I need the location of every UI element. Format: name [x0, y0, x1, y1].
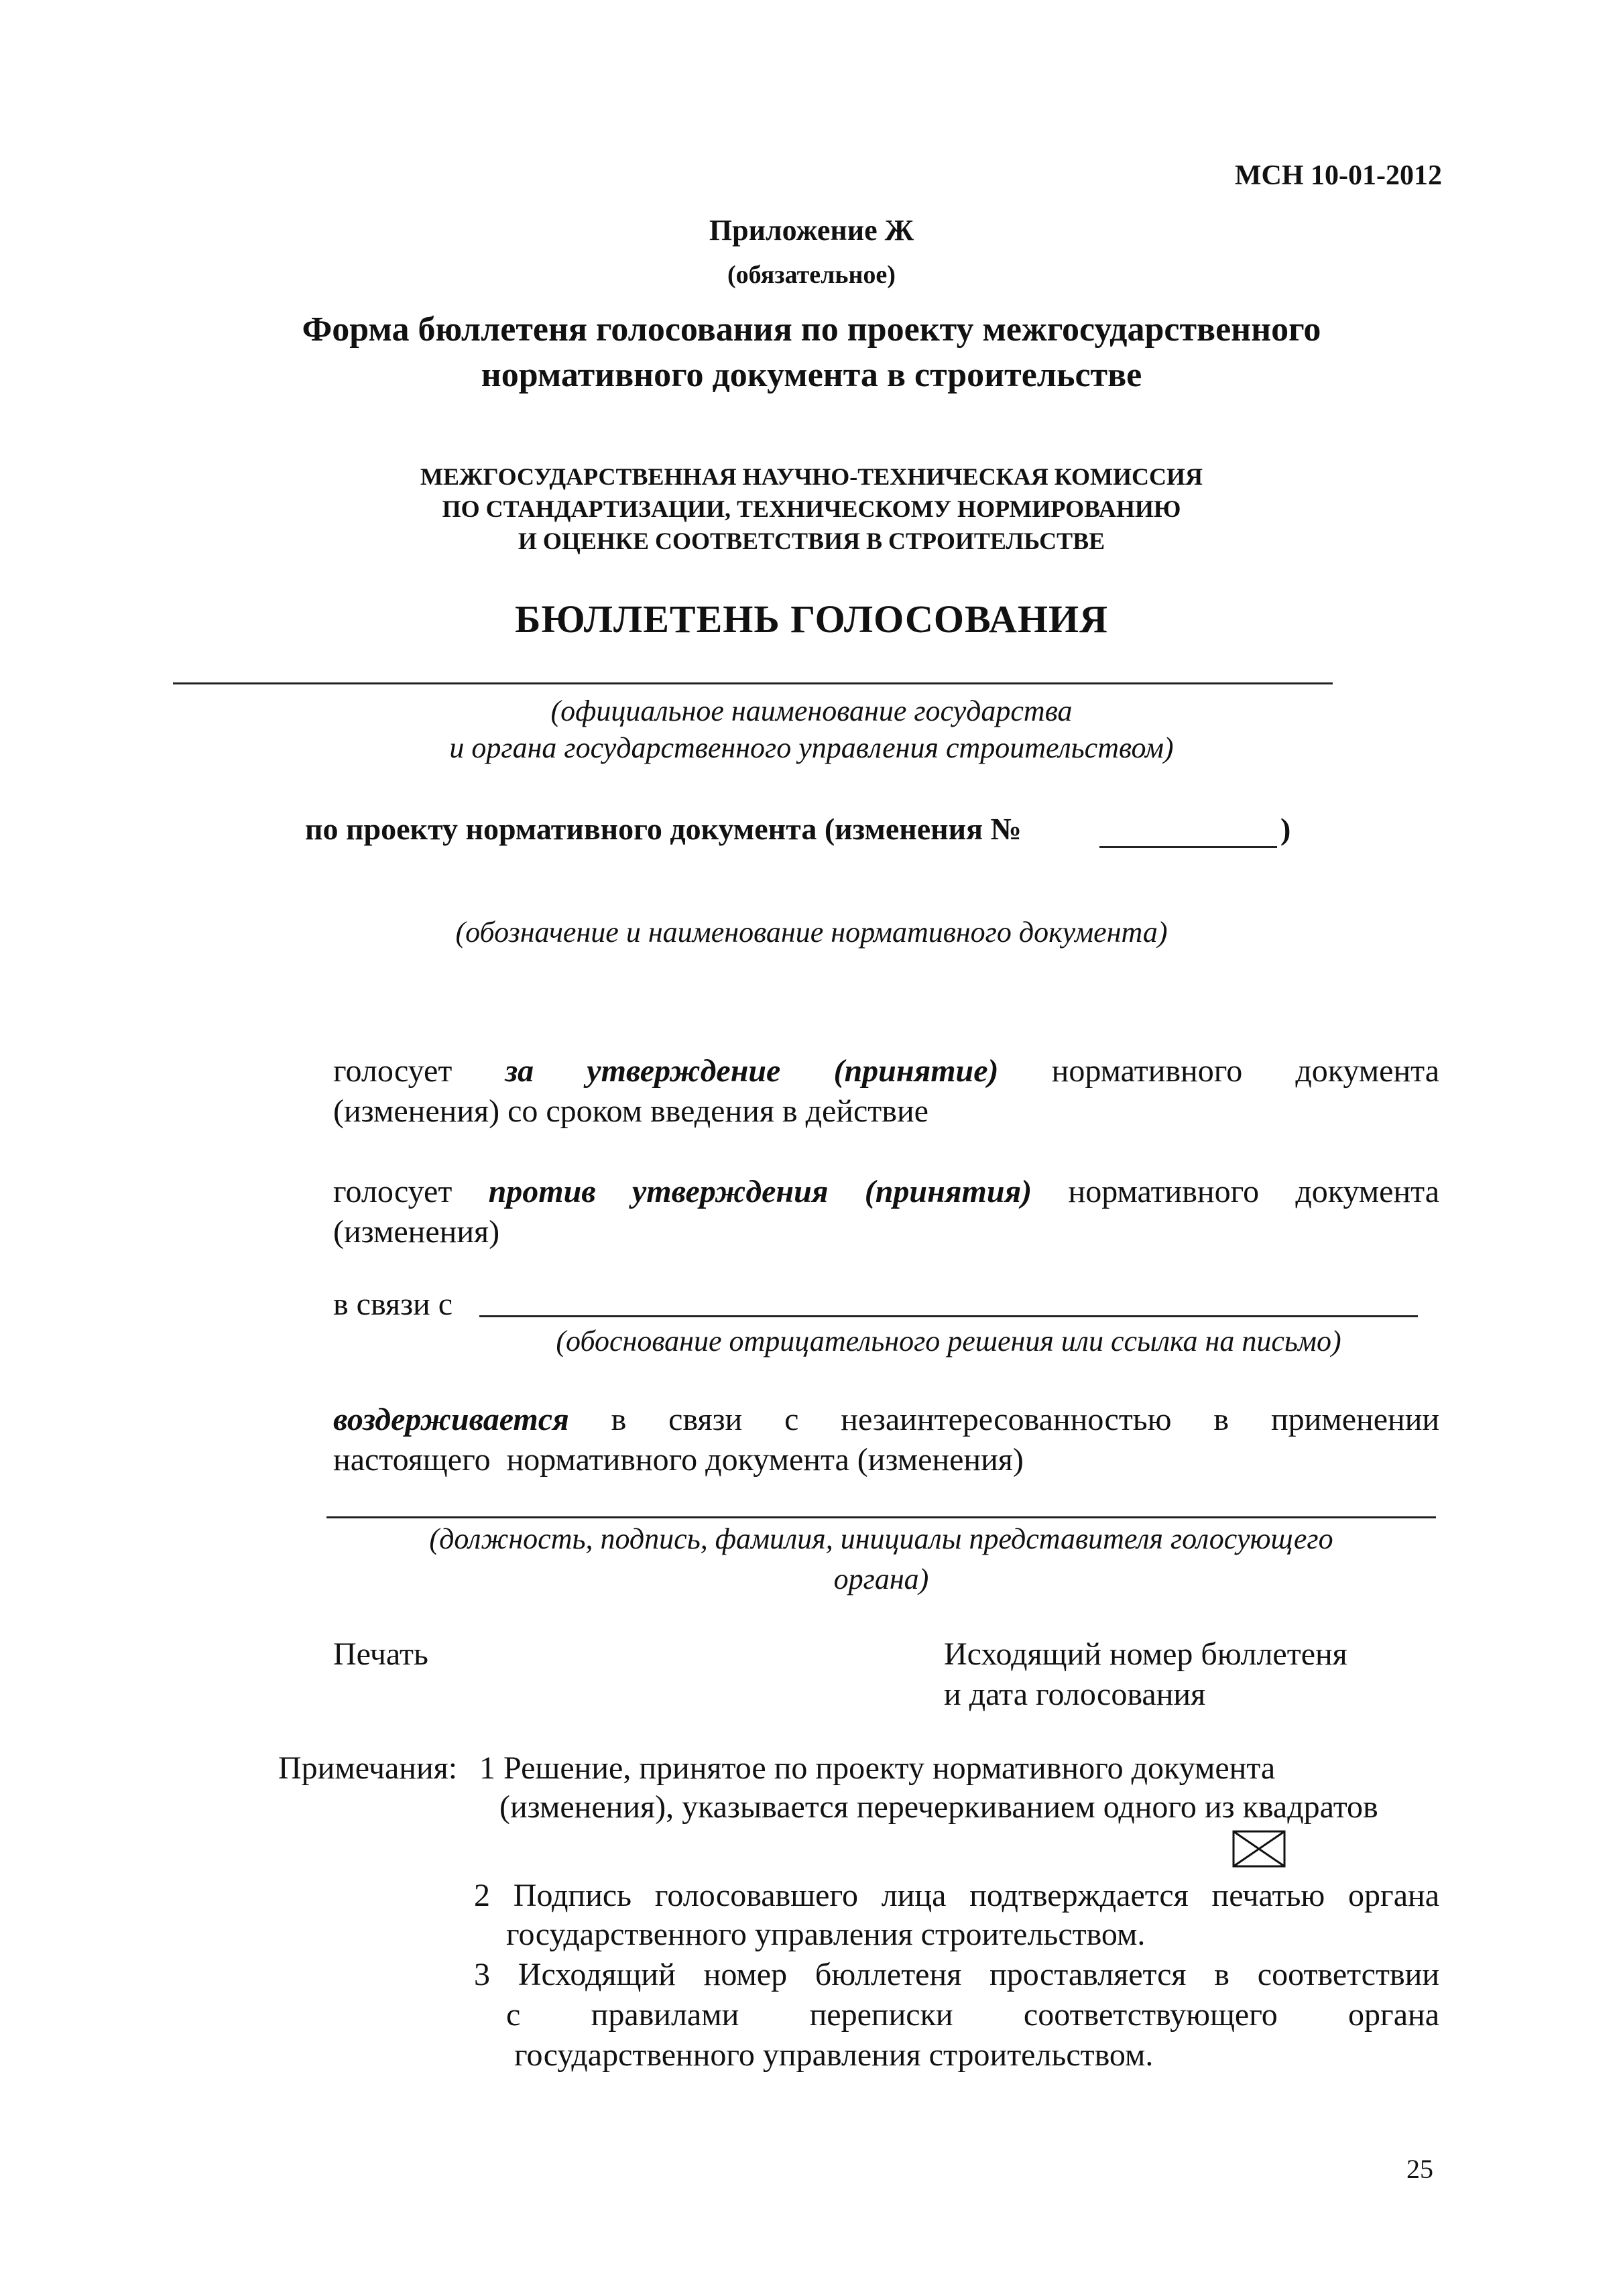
note-2-word: органа	[1348, 1878, 1440, 1913]
note-3-word: в	[1214, 1957, 1229, 1992]
document-caption: (обозначение и наименование нормативного документа)	[455, 916, 1168, 949]
vote-for-word: документа	[1295, 1053, 1440, 1089]
note-3-word: номер	[703, 1957, 788, 1992]
note-3-word: органа	[1348, 1997, 1440, 2033]
ballot-title: БЮЛЛЕТЕНЬ ГОЛОСОВАНИЯ	[515, 597, 1108, 641]
abstain-word: с	[784, 1402, 799, 1437]
note-3-word: переписки	[809, 1997, 953, 2033]
vote-for-word: за	[505, 1053, 534, 1089]
vote-for-word: утверждение	[587, 1053, 781, 1089]
note-2-line-2: государственного управления строительством.	[506, 1917, 1146, 1952]
note-3-line-1	[474, 1956, 1439, 1993]
signature-caption-line-2: органа)	[833, 1563, 929, 1595]
abstain-word: незаинтересованностью	[841, 1402, 1172, 1437]
state-name-blank-line	[173, 682, 1333, 684]
vote-against-line-2: (изменения)	[333, 1214, 500, 1250]
project-line: по проекту нормативного документа (изменения №	[305, 812, 1022, 846]
vote-for-word: нормативного	[1051, 1053, 1243, 1089]
vote-against-word: (принятия)	[864, 1174, 1032, 1209]
crossed-box-icon	[1232, 1830, 1286, 1868]
note-2-line-1	[474, 1877, 1439, 1914]
reason-blank-line	[479, 1315, 1418, 1317]
stamp-label: Печать	[333, 1636, 428, 1672]
note-2-word: 2	[474, 1878, 490, 1913]
note-3-word: 3	[474, 1957, 490, 1992]
vote-against-line-1	[333, 1173, 1439, 1210]
abstain-word: связи	[668, 1402, 743, 1437]
abstain-word: в	[1213, 1402, 1229, 1437]
reason-label: в связи с	[333, 1286, 453, 1322]
vote-against-word: утверждения	[632, 1174, 829, 1209]
abstain-line-1	[333, 1401, 1439, 1438]
note-3-word: с	[506, 1997, 521, 2033]
state-caption-line-1: (официальное наименование государства	[550, 694, 1073, 727]
signature-blank-line	[326, 1516, 1436, 1518]
page-number: 25	[1406, 2154, 1433, 2184]
note-3-line-3: государственного управления строительством.	[514, 2037, 1154, 2073]
note-3-word: проставляется	[989, 1957, 1187, 1992]
abstain-word: в	[611, 1402, 627, 1437]
note-2-word: Подпись	[513, 1878, 632, 1913]
abstain-word: применении	[1270, 1402, 1440, 1437]
vote-against-word: голосует	[333, 1174, 453, 1209]
appendix-status: (обязательное)	[727, 261, 896, 289]
organization-line-3: И ОЦЕНКЕ СООТВЕТСТВИЯ В СТРОИТЕЛЬСТВЕ	[518, 528, 1105, 554]
note-2-word: лица	[881, 1878, 947, 1913]
vote-for-word: голосует	[333, 1053, 453, 1089]
organization-line-2: ПО СТАНДАРТИЗАЦИИ, ТЕХНИЧЕСКОМУ НОРМИРОВАНИЮ	[442, 495, 1181, 522]
vote-for-line-2: (изменения) со сроком введения в действие	[333, 1093, 928, 1129]
appendix-title: Приложение Ж	[709, 214, 914, 247]
amendment-number-blank-line	[1099, 846, 1277, 848]
note-2-word: подтверждается	[969, 1878, 1189, 1913]
note-1-line-1: 1 Решение, принятое по проекту нормативного документа	[479, 1750, 1276, 1786]
note-3-word: соответствии	[1257, 1957, 1439, 1992]
abstain-word: воздерживается	[333, 1402, 569, 1437]
form-title-line-2: нормативного документа в строительстве	[481, 356, 1142, 394]
document-code: МСН 10-01-2012	[1234, 160, 1442, 191]
notes-label: Примечания:	[278, 1750, 458, 1786]
note-3-word: бюллетеня	[815, 1957, 962, 1992]
note-2-word: печатью	[1211, 1878, 1325, 1913]
vote-against-word: против	[488, 1174, 596, 1209]
state-caption-line-2: и органа государственного управления строительством)	[449, 731, 1174, 764]
note-3-word: правилами	[591, 1997, 739, 2033]
vote-for-line-1	[333, 1052, 1439, 1089]
note-3-line-2	[506, 1996, 1439, 2033]
abstain-line-2: настоящего нормативного документа (изменения)	[333, 1442, 1024, 1477]
signature-caption-line-1: (должность, подпись, фамилия, инициалы представителя голосующего	[429, 1522, 1333, 1555]
vote-against-word: нормативного	[1068, 1174, 1260, 1209]
note-1-line-2: (изменения), указывается перечеркиванием одного из квадратов	[499, 1789, 1378, 1825]
project-line-close: )	[1280, 812, 1291, 846]
vote-against-word: документа	[1295, 1174, 1439, 1209]
outgoing-number-label-line-1: Исходящий номер бюллетеня	[944, 1636, 1347, 1672]
organization-line-1: МЕЖГОСУДАРСТВЕННАЯ НАУЧНО-ТЕХНИЧЕСКАЯ КОМИССИЯ	[420, 463, 1203, 490]
vote-for-word: (принятие)	[833, 1053, 999, 1089]
form-title-line-1: Форма бюллетеня голосования по проекту межгосударственного	[302, 310, 1321, 349]
outgoing-number-label-line-2: и дата голосования	[944, 1677, 1206, 1712]
note-3-word: Исходящий	[518, 1957, 676, 1992]
note-3-word: соответствующего	[1023, 1997, 1278, 2033]
reason-caption: (обоснование отрицательного решения или ссылка на письмо)	[556, 1325, 1341, 1357]
note-2-word: голосовавшего	[654, 1878, 858, 1913]
